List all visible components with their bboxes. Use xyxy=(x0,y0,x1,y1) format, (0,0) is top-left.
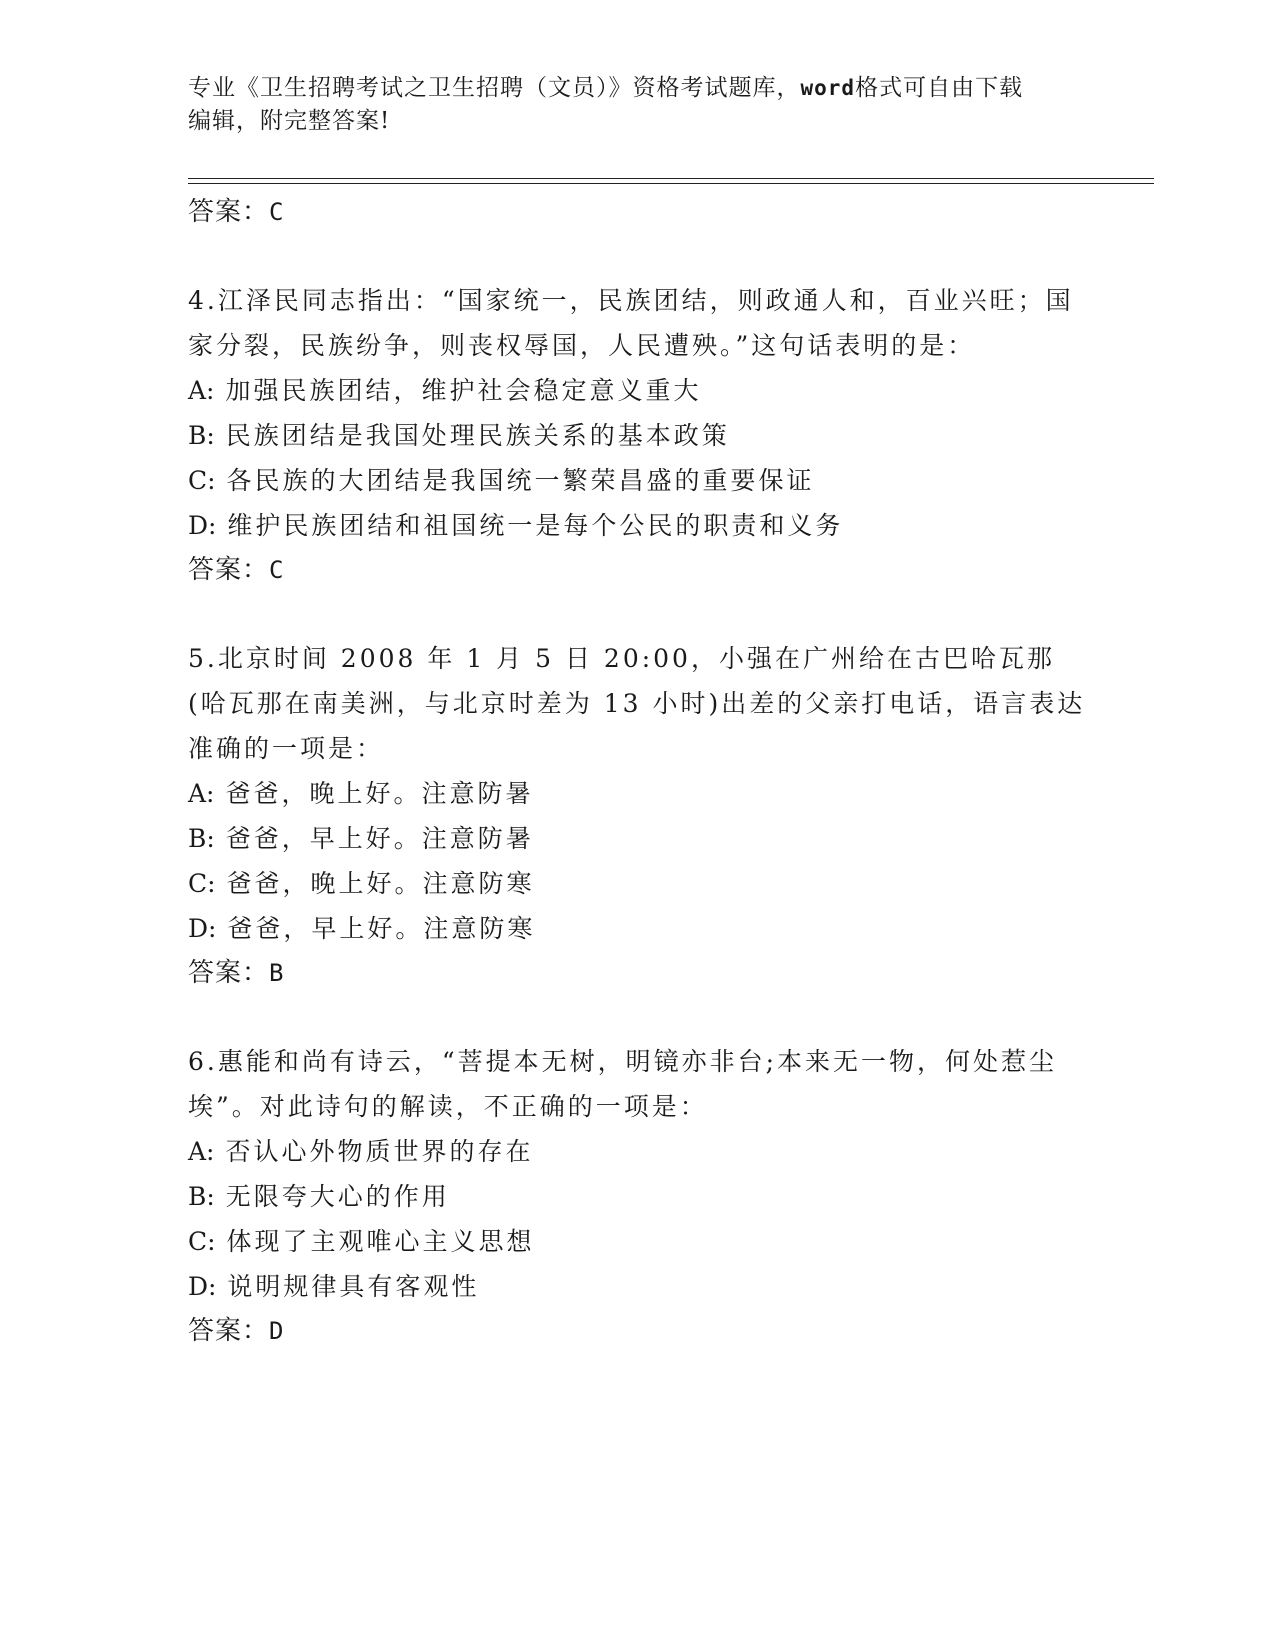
option-c xyxy=(188,1219,1088,1264)
option-b xyxy=(188,413,1088,458)
option-text: 加强民族团结，维护社会稳定意义重大 xyxy=(225,376,702,405)
option-a xyxy=(188,771,1088,816)
spacer xyxy=(188,592,1088,636)
question-4 xyxy=(188,278,1088,592)
answer-label: 答案： xyxy=(188,958,270,988)
option-letter: A: xyxy=(188,376,215,405)
answer-label: 答案： xyxy=(188,555,270,585)
option-letter: A: xyxy=(188,1137,215,1166)
option-text: 民族团结是我国处理民族关系的基本政策 xyxy=(225,421,730,450)
header-rule-top xyxy=(188,178,1154,179)
option-text: 说明规律具有客观性 xyxy=(227,1272,480,1301)
header-word-text: word xyxy=(800,76,856,100)
question-stem: 5.北京时间 2008 年 1 月 5 日 20:00，小强在广州给在古巴哈瓦那(哈瓦那在南美洲，与北京时差为 13 小时)出差的父亲打电话，语言表达准确的一项是： xyxy=(188,644,1086,763)
answer-label: 答案： xyxy=(188,1316,270,1346)
option-text: 爸爸，晚上好。注意防暑 xyxy=(225,779,534,808)
answer-label: 答案： xyxy=(188,197,270,227)
option-text: 维护民族团结和祖国统一是每个公民的职责和义务 xyxy=(227,511,844,540)
option-d xyxy=(188,503,1088,548)
question-stem: 6.惠能和尚有诗云，“菩提本无树，明镜亦非台;本来无一物，何处惹尘埃”。对此诗句的解读，不正确的一项是： xyxy=(188,1047,1058,1121)
option-a xyxy=(188,1129,1088,1174)
option-letter: D: xyxy=(188,914,217,943)
question-6 xyxy=(188,1039,1088,1353)
spacer xyxy=(188,995,1088,1039)
option-letter: B: xyxy=(188,421,215,450)
answer-value: C xyxy=(269,198,285,226)
answer-value: D xyxy=(269,1317,285,1345)
option-c xyxy=(188,458,1088,503)
option-letter: D: xyxy=(188,511,217,540)
question-stem: 4.江泽民同志指出：“国家统一，民族团结，则政通人和，百业兴旺；国家分裂，民族纷争，则丧权辱国，人民遭殃。”这句话表明的是： xyxy=(188,286,1074,360)
option-b xyxy=(188,816,1088,861)
header-rule-bottom xyxy=(188,183,1154,184)
option-c xyxy=(188,861,1088,906)
option-letter: D: xyxy=(188,1272,217,1301)
option-d xyxy=(188,906,1088,951)
header-line-1 xyxy=(188,72,1088,105)
spacer xyxy=(188,234,1088,278)
option-letter: B: xyxy=(188,824,215,853)
option-b xyxy=(188,1174,1088,1219)
option-text: 爸爸，早上好。注意防暑 xyxy=(225,824,534,853)
answer-line xyxy=(188,951,1088,995)
document-header xyxy=(188,72,1088,138)
option-text: 体现了主观唯心主义思想 xyxy=(226,1227,535,1256)
question-5 xyxy=(188,636,1088,995)
option-letter: C: xyxy=(188,466,216,495)
option-letter: C: xyxy=(188,1227,216,1256)
option-text: 无限夸大心的作用 xyxy=(225,1182,450,1211)
option-text: 爸爸，晚上好。注意防寒 xyxy=(226,869,535,898)
option-text: 否认心外物质世界的存在 xyxy=(225,1137,534,1166)
answer-value: B xyxy=(269,959,285,987)
option-a xyxy=(188,368,1088,413)
answer-line xyxy=(188,1309,1088,1353)
option-letter: A: xyxy=(188,779,215,808)
answer-value: C xyxy=(269,556,285,584)
header-line-2: 编辑，附完整答案! xyxy=(188,108,391,134)
option-text: 各民族的大团结是我国统一繁荣昌盛的重要保证 xyxy=(226,466,815,495)
question-content xyxy=(188,190,1088,1353)
header-line-1-prefix: 专业《卫生招聘考试之卫生招聘（文员）》资格考试题库， xyxy=(188,75,801,101)
option-letter: B: xyxy=(188,1182,215,1211)
option-letter: C: xyxy=(188,869,216,898)
option-d xyxy=(188,1264,1088,1309)
option-text: 爸爸，早上好。注意防寒 xyxy=(227,914,536,943)
header-line-1-suffix: 格式可自由下载 xyxy=(855,75,1024,101)
answer-line xyxy=(188,548,1088,592)
answer-line xyxy=(188,190,1088,234)
